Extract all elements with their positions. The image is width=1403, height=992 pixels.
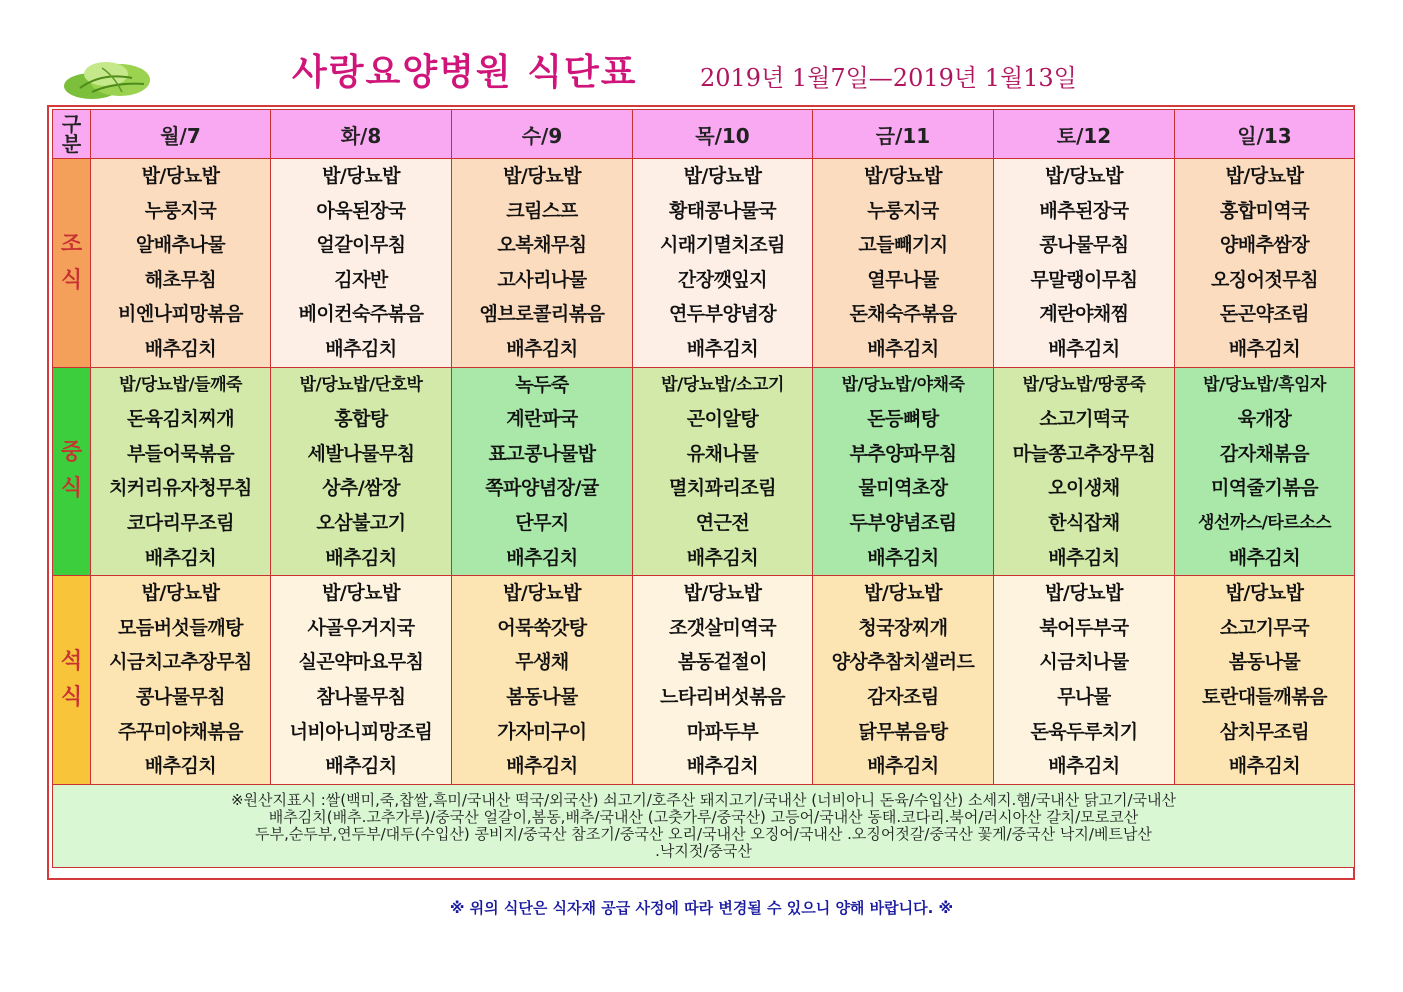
- menu-item: 배추김치: [1048, 337, 1120, 360]
- menu-item: 고사리나물: [497, 268, 587, 291]
- menu-item: 콩나물무침: [135, 685, 226, 708]
- menu-item: 배추김치: [867, 546, 939, 569]
- menu-item: 청국장찌개: [858, 616, 948, 639]
- menu-item: 무말랭이무침: [1030, 268, 1138, 291]
- menu-item: 돈등뼈탕: [867, 408, 939, 431]
- menu-item: 생선까스/타르소스: [1197, 512, 1332, 533]
- menu-item: 누룽지국: [867, 199, 939, 222]
- menu-item: 배추김치: [1228, 337, 1301, 360]
- menu-item: 돈곤약조림: [1219, 303, 1310, 326]
- menu-cell: [452, 576, 633, 785]
- menu-item: 단무지: [515, 511, 569, 534]
- menu-cell: [91, 576, 271, 785]
- menu-item: 치커리유자청무침: [109, 477, 252, 500]
- menu-item: 배추김치: [506, 337, 578, 360]
- menu-item: 코다리무조림: [126, 511, 235, 534]
- menu-item: 배추김치: [1048, 755, 1120, 778]
- meal-label: 조식: [53, 159, 91, 368]
- cabbage-logo-icon: [62, 52, 158, 102]
- day-header-row: [53, 110, 1355, 159]
- menu-item: 어묵쑥갓탕: [497, 616, 587, 639]
- menu-item: 배추김치: [686, 337, 759, 360]
- menu-cell: [271, 159, 452, 368]
- menu-item: 모듬버섯들깨탕: [118, 616, 243, 639]
- menu-item: 표고콩나물밥: [488, 442, 596, 465]
- menu-item: 밥/당뇨밥: [1225, 582, 1304, 605]
- menu-item: 소고기떡국: [1039, 408, 1129, 431]
- menu-cell: [91, 367, 271, 576]
- menu-item: 오징어젓무침: [1210, 268, 1319, 291]
- menu-item: 배추김치: [144, 546, 217, 569]
- menu-item: 가자미구이: [497, 720, 587, 743]
- menu-item: 배추김치: [506, 755, 578, 778]
- menu-cell: [813, 159, 994, 368]
- menu-item: 계란파국: [506, 408, 578, 431]
- corner-label: 구분: [53, 110, 91, 159]
- day-header: 월/7: [91, 110, 271, 159]
- origin-note-line: .낙지젓/중국산: [655, 841, 752, 860]
- menu-item: 감자조림: [867, 685, 939, 708]
- menu-item: 홍합미역국: [1219, 199, 1310, 222]
- menu-item: 배추김치: [1228, 546, 1301, 569]
- menu-item: 너비아니피망조림: [289, 720, 433, 743]
- menu-item: 두부양념조림: [849, 511, 957, 534]
- menu-item: 감자채볶음: [1219, 442, 1310, 465]
- menu-item: 밥/당뇨밥/소고기: [661, 374, 784, 395]
- menu-item: 소고기무국: [1219, 616, 1310, 639]
- meal-label: 중식: [53, 367, 91, 576]
- menu-item: 오이생채: [1048, 477, 1120, 500]
- lunch-row: [53, 367, 1355, 576]
- menu-item: 녹두죽: [515, 373, 569, 396]
- menu-item: 시금치고추장무침: [109, 651, 252, 674]
- menu-item: 밥/당뇨밥: [864, 582, 942, 605]
- day-header: 수/9: [452, 110, 633, 159]
- menu-cell: [994, 367, 1175, 576]
- footer-notice: ※ 위의 식단은 식자재 공급 사정에 따라 변경될 수 있으니 양해 바랍니다. ※: [449, 899, 954, 917]
- menu-item: 느타리버섯볶음: [660, 685, 785, 708]
- menu-item: 배추김치: [144, 337, 217, 360]
- menu-cell: [994, 576, 1175, 785]
- menu-item: 상추/쌈장: [322, 477, 400, 500]
- menu-item: 세발나물무침: [307, 442, 415, 465]
- day-header: 목/10: [633, 110, 813, 159]
- menu-cell: [633, 367, 813, 576]
- menu-item: 밥/당뇨밥: [1045, 165, 1123, 187]
- menu-item: 부추양파무침: [849, 442, 957, 465]
- menu-item: 밥/당뇨밥: [141, 582, 220, 605]
- menu-cell: [271, 576, 452, 785]
- menu-item: 돈육두루치기: [1030, 720, 1138, 743]
- menu-item: 삼치무조림: [1219, 720, 1310, 743]
- menu-item: 돈육김치찌개: [126, 408, 235, 431]
- menu-item: 멸치꽈리조림: [668, 477, 777, 500]
- menu-item: 배추된장국: [1039, 199, 1129, 222]
- day-header: 일/13: [1175, 110, 1355, 159]
- menu-item: 배추김치: [1228, 755, 1301, 778]
- menu-item: 누룽지국: [144, 199, 217, 222]
- menu-item: 간장깻잎지: [677, 268, 768, 291]
- menu-item: 봄동나물: [506, 685, 578, 708]
- menu-item: 열무나물: [867, 268, 939, 291]
- menu-item: 계란야채찜: [1039, 303, 1129, 326]
- menu-cell: [813, 367, 994, 576]
- menu-item: 홍합탕: [334, 408, 388, 431]
- menu-item: 얼갈이무침: [316, 234, 406, 257]
- menu-item: 크림스프: [506, 199, 578, 222]
- menu-cell: [994, 159, 1175, 368]
- menu-item: 육개장: [1237, 408, 1292, 431]
- menu-item: 시금치나물: [1039, 651, 1129, 674]
- menu-item: 아욱된장국: [316, 199, 406, 222]
- menu-item: 밥/당뇨밥: [322, 165, 400, 187]
- menu-item: 미역줄기볶음: [1210, 477, 1319, 500]
- menu-item: 조갯살미역국: [668, 616, 777, 639]
- menu-cell: [271, 367, 452, 576]
- menu-item: 콩나물무침: [1039, 234, 1129, 257]
- menu-item: 마파두부: [686, 720, 759, 743]
- menu-item: 밥/당뇨밥/들깨죽: [119, 374, 242, 395]
- menu-item: 무나물: [1057, 685, 1111, 708]
- menu-item: 배추김치: [506, 546, 578, 569]
- origin-note-line: 두부,순두부,연두부/대두(수입산) 콩비지/중국산 참조기/중국산 오리/국내산 오징어/국내산 .오징어젓갈/중국산 꽃게/중국산 낙지/베트남산: [255, 824, 1152, 843]
- breakfast-row: [53, 159, 1355, 368]
- menu-item: 연근전: [695, 511, 750, 534]
- menu-item: 무생채: [515, 651, 569, 674]
- meal-label: 석식: [53, 576, 91, 785]
- menu-item: 밥/당뇨밥/흑임자: [1203, 374, 1326, 395]
- menu-item: 북어두부국: [1039, 616, 1129, 639]
- menu-item: 쪽파양념장/귤: [485, 477, 599, 500]
- page-title: 사랑요양병원 식단표: [292, 52, 638, 93]
- menu-item: 양상추참치샐러드: [831, 651, 975, 674]
- menu-item: 실곤약마요무침: [298, 651, 424, 674]
- origin-note-line: ※원산지표시 :쌀(백미,죽,찹쌀,흑미/국내산 떡국/외국산) 쇠고기/호주산 돼지고기/국내산 (너비아니 돈육/수입산) 소세지.햄/국내산 닭고기/국내산: [230, 790, 1177, 809]
- menu-item: 알배추나물: [135, 234, 226, 257]
- menu-item: 곤이알탕: [686, 408, 759, 431]
- menu-item: 양배추쌈장: [1219, 234, 1310, 257]
- menu-item: 배추김치: [325, 546, 397, 569]
- menu-item: 오삼불고기: [316, 511, 406, 534]
- menu-item: 배추김치: [686, 546, 759, 569]
- day-header: 화/8: [271, 110, 452, 159]
- menu-item: 밥/당뇨밥: [141, 165, 220, 187]
- menu-item: 오복채무침: [497, 234, 587, 257]
- menu-item: 부들어묵볶음: [126, 442, 235, 465]
- menu-cell: [452, 159, 633, 368]
- menu-item: 한식잡채: [1048, 511, 1120, 534]
- menu-item: 밥/당뇨밥: [683, 165, 762, 187]
- menu-item: 배추김치: [1048, 546, 1120, 569]
- menu-item: 밥/당뇨밥/단호박: [299, 374, 423, 395]
- menu-item: 베이컨숙주볶음: [298, 303, 424, 326]
- menu-item: 닭무볶음탕: [858, 720, 948, 743]
- menu-item: 밥/당뇨밥: [503, 582, 581, 605]
- menu-item: 고들빼기지: [858, 234, 948, 257]
- menu-item: 봄동겉절이: [677, 651, 768, 674]
- menu-item: 시래기멸치조림: [660, 234, 785, 257]
- menu-item: 황태콩나물국: [668, 199, 777, 222]
- menu-item: 비엔나피망볶음: [118, 303, 243, 326]
- menu-item: 배추김치: [867, 755, 939, 778]
- menu-cell: [1175, 576, 1355, 785]
- menu-cell: [91, 159, 271, 368]
- menu-item: 밥/당뇨밥/야채죽: [841, 374, 965, 395]
- menu-item: 배추김치: [686, 755, 759, 778]
- menu-item: 배추김치: [325, 337, 397, 360]
- menu-item: 배추김치: [867, 337, 939, 360]
- menu-cell: [452, 367, 633, 576]
- menu-cell: [1175, 159, 1355, 368]
- menu-item: 참나물무침: [316, 685, 406, 708]
- origin-note-row: [53, 784, 1355, 867]
- menu-item: 밥/당뇨밥: [1045, 582, 1123, 605]
- menu-item: 배추김치: [325, 755, 397, 778]
- origin-note: [53, 784, 1355, 867]
- menu-item: 밥/당뇨밥: [683, 582, 762, 605]
- menu-table: [52, 109, 1355, 868]
- day-header: 금/11: [813, 110, 994, 159]
- origin-note-line: 배추김치(배추.고추가루)/중국산 얼갈이,봄동,배추/국내산 (고춧가루/중국산) 고등어/국내산 동태.코다리.북어/러시아산 갈치/모로코산: [268, 807, 1139, 826]
- menu-item: 밥/당뇨밥: [322, 582, 400, 605]
- menu-item: 봄동나물: [1228, 651, 1301, 674]
- menu-cell: [1175, 367, 1355, 576]
- menu-item: 토란대들깨볶음: [1202, 685, 1327, 708]
- menu-item: 돈채숙주볶음: [849, 303, 957, 326]
- menu-item: 엠브로콜리볶음: [479, 303, 605, 326]
- menu-item: 유채나물: [686, 442, 759, 465]
- menu-item: 물미역초장: [858, 477, 948, 500]
- menu-item: 주꾸미야채볶음: [118, 720, 243, 743]
- menu-item: 마늘쫑고추장무침: [1012, 442, 1156, 465]
- menu-cell: [633, 159, 813, 368]
- menu-cell: [813, 576, 994, 785]
- day-header: 토/12: [994, 110, 1175, 159]
- menu-item: 해초무침: [144, 268, 217, 291]
- menu-cell: [633, 576, 813, 785]
- menu-item: 밥/당뇨밥/땅콩죽: [1022, 374, 1146, 395]
- menu-item: 밥/당뇨밥: [503, 165, 581, 187]
- menu-item: 밥/당뇨밥: [864, 165, 942, 187]
- menu-item: 연두부양념장: [668, 303, 777, 326]
- menu-item: 김자반: [334, 268, 388, 291]
- menu-item: 배추김치: [144, 755, 217, 778]
- menu-item: 밥/당뇨밥: [1225, 165, 1304, 187]
- date-range: 2019년 1월7일—2019년 1월13일: [700, 64, 1077, 92]
- dinner-row: [53, 576, 1355, 785]
- menu-item: 사골우거지국: [307, 616, 415, 639]
